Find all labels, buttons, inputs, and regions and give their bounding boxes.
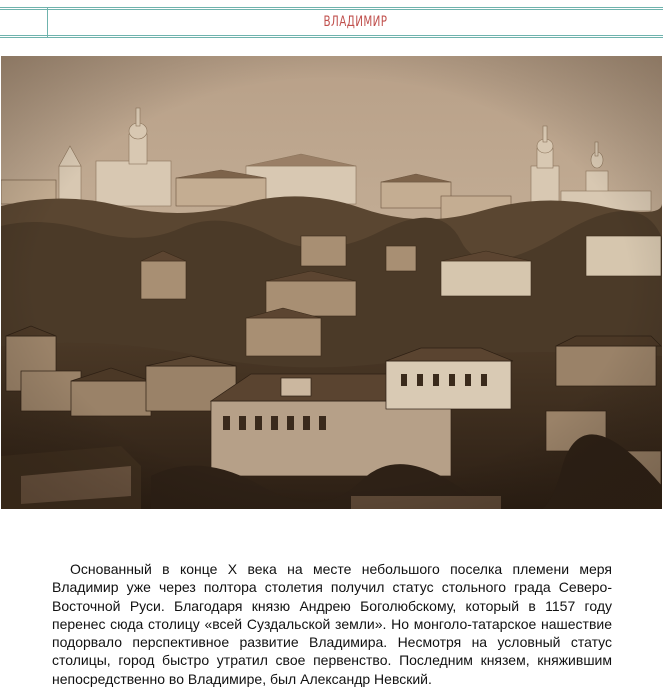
header-rule-top (0, 7, 663, 8)
header-divider (47, 7, 48, 38)
body-paragraph: Основанный в конце X века на месте небольшого поселка племени меря Владимир уже через полтора столетия получил статус стольного града Северо-Восточной Руси. Благодаря князю Андрею Боголюбскому, который в 1157 году перенес сюда столицу «всей Суздальской земли». Но монголо-татарское нашествие подорвало перспективное развитие Владимира. Несмотря на условный статус столицы, город быстро утратил свое первенство. Последним князем, княжившим непосредственно во Владимире, был Александр Невский. (52, 561, 612, 687)
page-title: ВЛАДИМИР (323, 14, 388, 30)
header-rule-bottom-inner (0, 35, 663, 36)
header-rule-bottom (0, 37, 663, 38)
page-header (0, 0, 663, 40)
city-photo (1, 56, 662, 509)
